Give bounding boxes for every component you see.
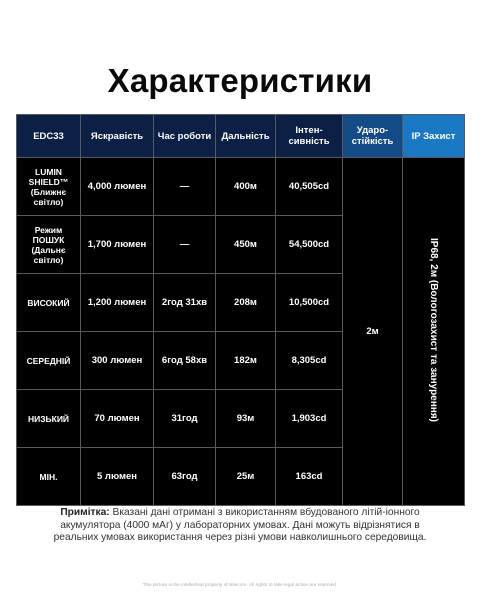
mode-cell: ВИСОКИЙ bbox=[17, 274, 81, 332]
copyright-notice: This picture is the intellectual property of Nitecore. All rights to take legal action are reserved. bbox=[142, 582, 338, 587]
intensity-cell: 8,305cd bbox=[276, 332, 343, 390]
distance-cell: 208м bbox=[216, 274, 276, 332]
distance-cell: 25м bbox=[216, 448, 276, 506]
footnote-label: Примітка: bbox=[60, 507, 110, 518]
runtime-cell: — bbox=[154, 216, 216, 274]
table-row bbox=[17, 158, 465, 216]
header-durability: Ударо-стійкість bbox=[343, 115, 403, 158]
header-model: EDC33 bbox=[17, 115, 81, 158]
distance-cell: 450м bbox=[216, 216, 276, 274]
brightness-cell: 4,000 люмен bbox=[81, 158, 154, 216]
header-intensity: Інтен-сивність bbox=[276, 115, 343, 158]
header-runtime: Час роботи bbox=[154, 115, 216, 158]
brightness-cell: 1,700 люмен bbox=[81, 216, 154, 274]
specs-table bbox=[16, 114, 465, 506]
distance-cell: 182м bbox=[216, 332, 276, 390]
ip-cell bbox=[403, 158, 465, 506]
intensity-cell: 10,500cd bbox=[276, 274, 343, 332]
footnote-text: Вказані дані отримані з використанням вбудованого літій-іонного акумулятора (4000 мАг) у лабораторних умовах. Дані можуть відрізнятися в реальних умовах використання через різні умови навколишнього середовища. bbox=[53, 507, 427, 544]
runtime-cell: 63год bbox=[154, 448, 216, 506]
intensity-cell: 1,903cd bbox=[276, 390, 343, 448]
runtime-cell: 2год 31хв bbox=[154, 274, 216, 332]
runtime-cell: — bbox=[154, 158, 216, 216]
header-brightness: Яскравість bbox=[81, 115, 154, 158]
distance-cell: 400м bbox=[216, 158, 276, 216]
ip-value-text: IP68, 2м (Вологозахист та занурення) bbox=[428, 238, 439, 422]
intensity-cell: 163cd bbox=[276, 448, 343, 506]
brightness-cell: 1,200 люмен bbox=[81, 274, 154, 332]
mode-cell: МІН. bbox=[17, 448, 81, 506]
brightness-cell: 300 люмен bbox=[81, 332, 154, 390]
mode-cell: НИЗЬКИЙ bbox=[17, 390, 81, 448]
runtime-cell: 6год 58хв bbox=[154, 332, 216, 390]
runtime-cell: 31год bbox=[154, 390, 216, 448]
mode-cell: LUMIN SHIELD™ (Ближнє світло) bbox=[17, 158, 81, 216]
durability-cell: 2м bbox=[343, 158, 403, 506]
brightness-cell: 5 люмен bbox=[81, 448, 154, 506]
page-title: Характеристики bbox=[107, 62, 373, 99]
mode-cell: Режим ПОШУК (Дальнє світло) bbox=[17, 216, 81, 274]
distance-cell: 93м bbox=[216, 390, 276, 448]
intensity-cell: 54,500cd bbox=[276, 216, 343, 274]
header-ip: IP Захист bbox=[403, 115, 465, 158]
header-distance: Дальність bbox=[216, 115, 276, 158]
brightness-cell: 70 люмен bbox=[81, 390, 154, 448]
mode-cell: СЕРЕДНІЙ bbox=[17, 332, 81, 390]
table-header-row bbox=[17, 115, 465, 158]
intensity-cell: 40,505cd bbox=[276, 158, 343, 216]
footnote bbox=[40, 507, 440, 545]
